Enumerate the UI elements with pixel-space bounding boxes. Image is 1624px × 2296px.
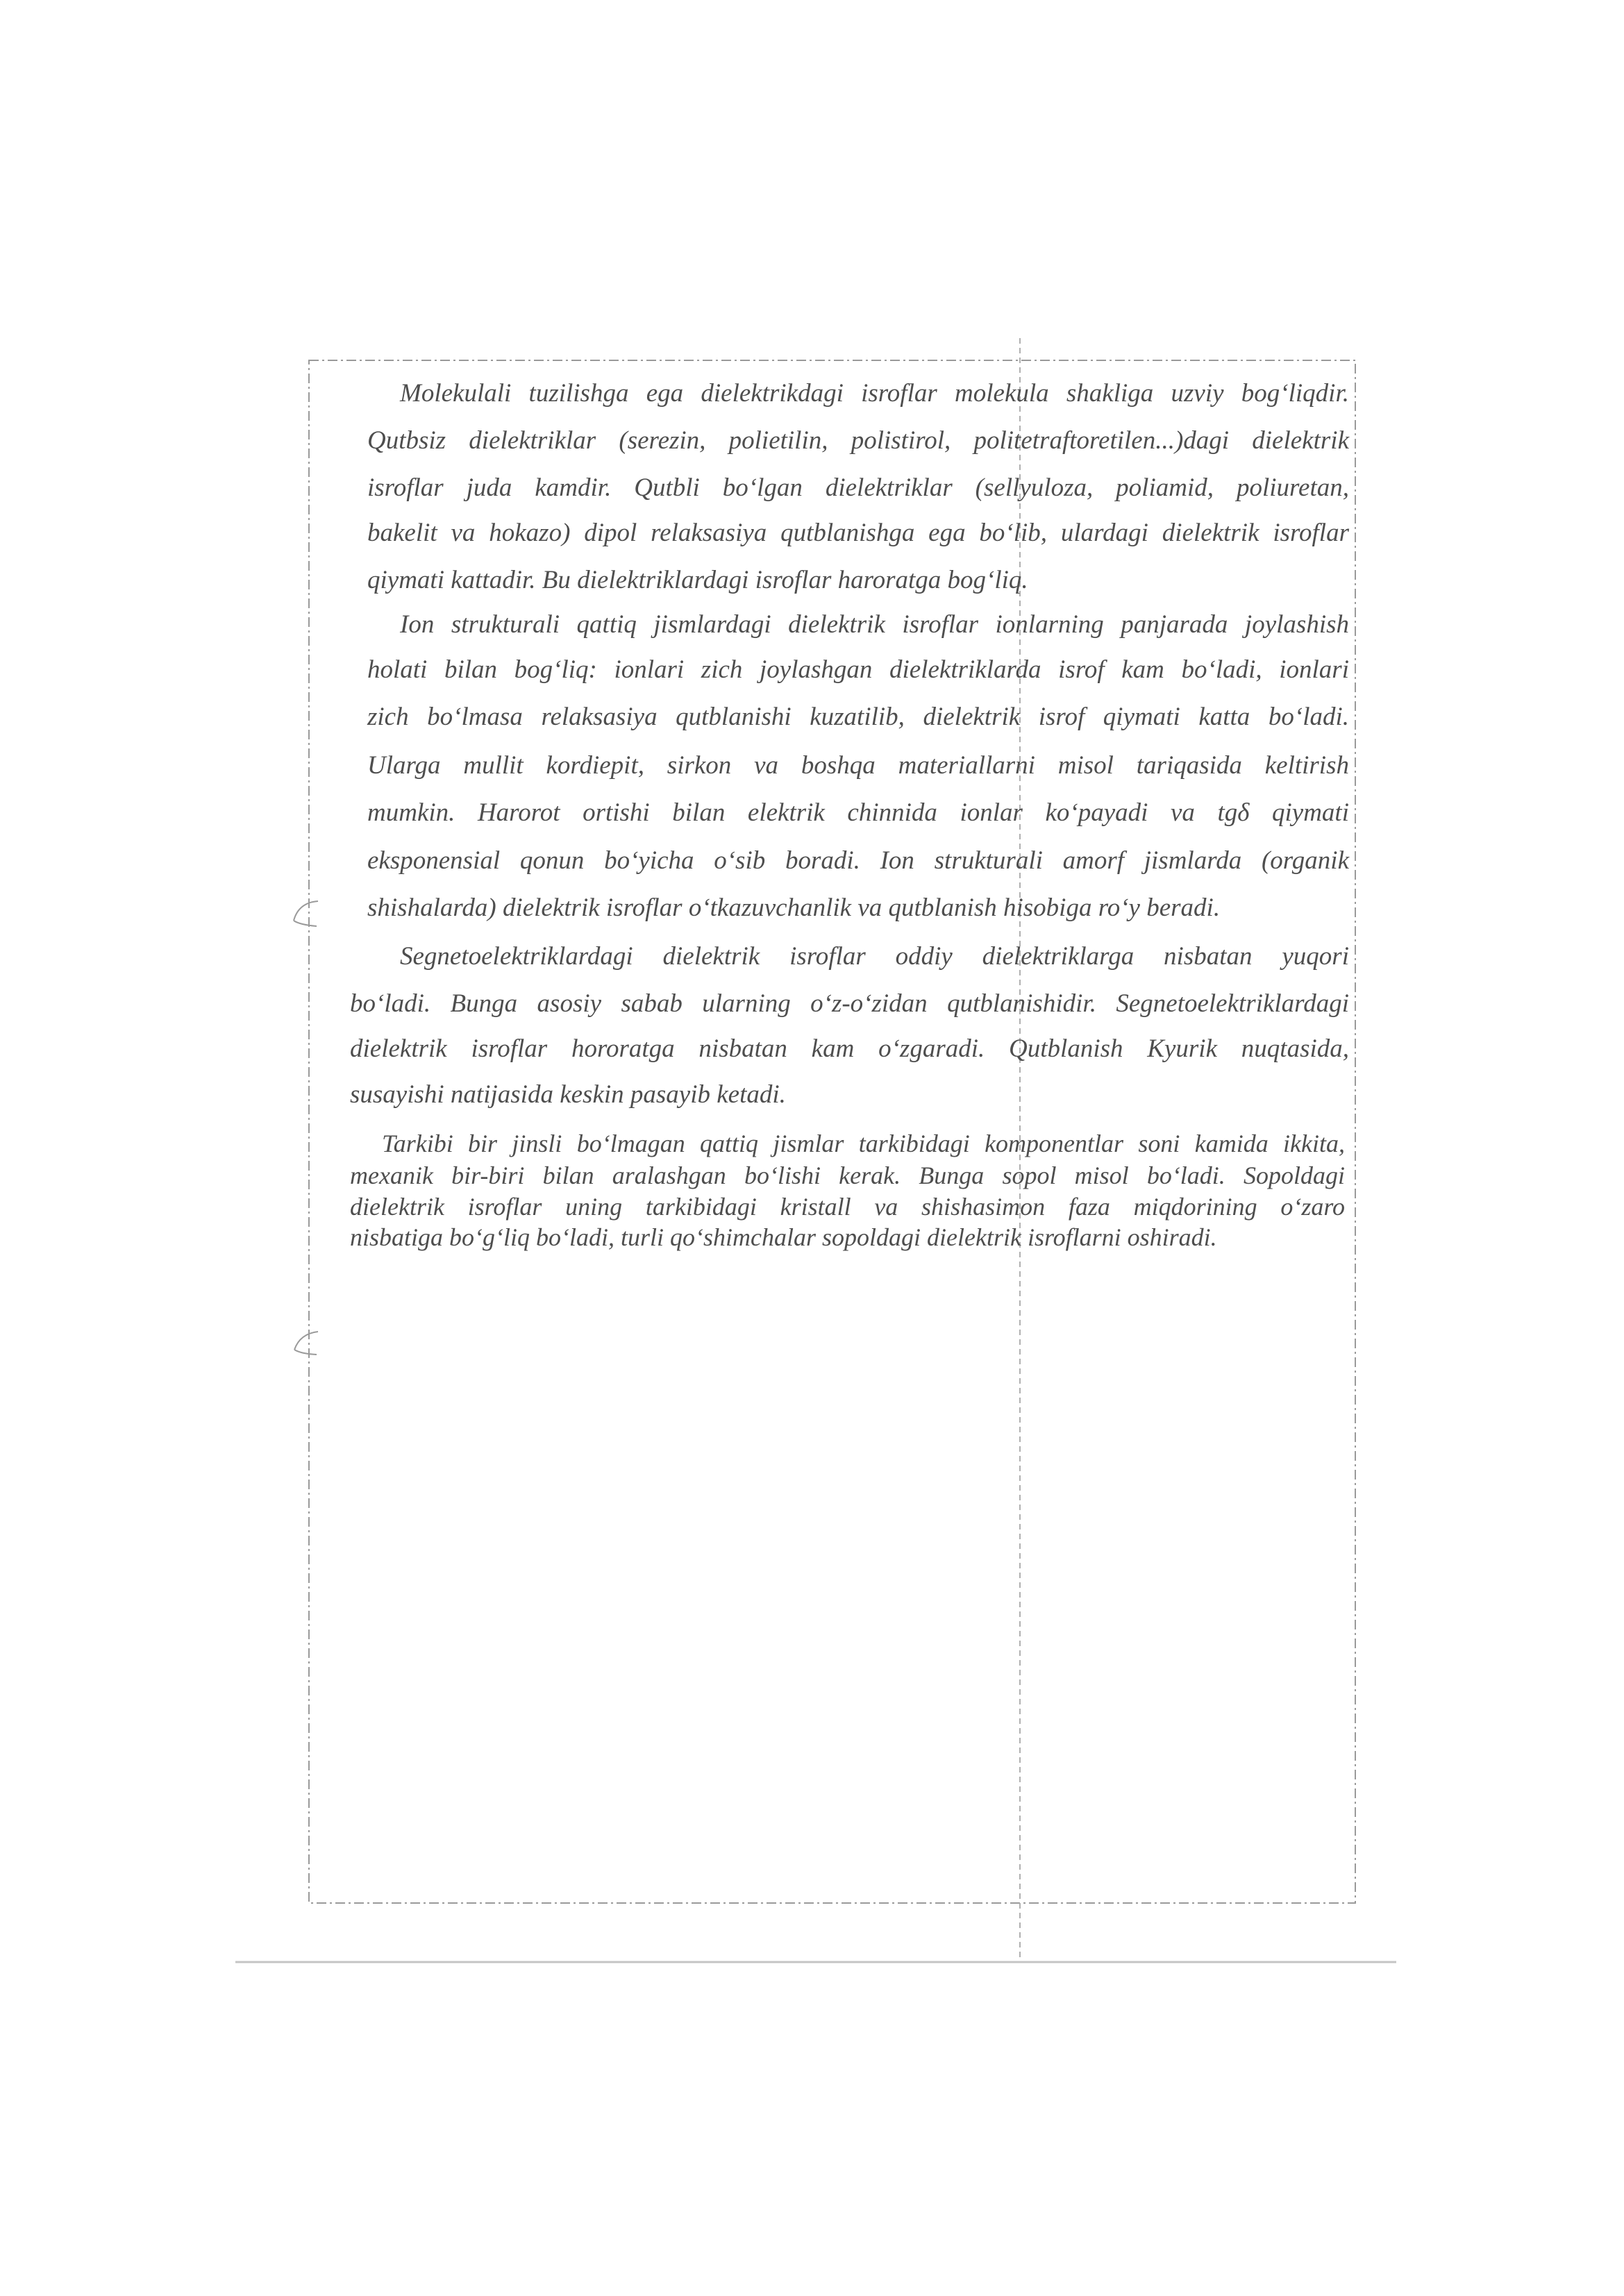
text-line: qiymati kattadir. Bu dielektriklardagi isroflar haroratga bog‘liq. — [367, 566, 1028, 594]
text-line: holati bilan bog‘liq: ionlari zich joylashgan dielektriklarda isrof kam bo‘ladi, ionlari — [367, 655, 1349, 684]
text-line: Qutbsiz dielektriklar (serezin, polietilin, polistirol, politetraftoretilen...)dagi dielektrik — [367, 426, 1349, 455]
text-line: Tarkibi bir jinsli bo‘lmagan qattiq jismlar tarkibidagi komponentlar soni kamida ikkita, — [382, 1130, 1345, 1157]
hole-punch-mark — [294, 901, 318, 926]
text-line: mumkin. Harorot ortishi bilan elektrik chinnida ionlar ko‘payadi va tgδ qiymati — [367, 798, 1349, 827]
text-line: nisbatiga bo‘g‘liq bo‘ladi, turli qo‘shimchalar sopoldagi dielektrik isroflarni oshiradi. — [350, 1223, 1217, 1251]
text-line: susayishi natijasida keskin pasayib ketadi. — [350, 1080, 786, 1109]
text-line: dielektrik isroflar hororatga nisbatan kam o‘zgaradi. Qutblanish Kyurik nuqtasida, — [350, 1034, 1349, 1063]
text-line: bakelit va hokazo) dipol relaksasiya qutblanishga ega bo‘lib, ulardagi dielektrik isroflar — [367, 519, 1349, 547]
text-line: shishalarda) dielektrik isroflar o‘tkazuvchanlik va qutblanish hisobiga ro‘y beradi. — [367, 894, 1221, 922]
text-line: zich bo‘lmasa relaksasiya qutblanishi kuzatilib, dielektrik isrof qiymati katta bo‘ladi. — [367, 703, 1349, 731]
text-line: eksponensial qonun bo‘yicha o‘sib boradi. Ion strukturali amorf jismlarda (organik — [367, 846, 1349, 875]
text-line: mexanik bir-biri bilan aralashgan bo‘lishi kerak. Bunga sopol misol bo‘ladi. Sopoldagi — [350, 1162, 1345, 1189]
text-line: Segnetoelektriklardagi dielektrik isroflar oddiy dielektriklarga nisbatan yuqori — [400, 942, 1349, 971]
text-line: Molekulali tuzilishga ega dielektrikdagi isroflar molekula shakliga uzviy bog‘liqdir. — [400, 379, 1349, 408]
hole-punch-mark — [294, 1332, 318, 1355]
text-line: isroflar juda kamdir. Qutbli bo‘lgan dielektriklar (sellyuloza, poliamid, poliuretan, — [367, 474, 1349, 502]
text-line: bo‘ladi. Bunga asosiy sabab ularning o‘z-o‘zidan qutblanishidir. Segnetoelektriklardagi — [350, 989, 1349, 1018]
text-line: Ularga mullit kordiepit, sirkon va boshqa materiallarni misol tariqasida keltirish — [367, 751, 1349, 780]
text-line: dielektrik isroflar uning tarkibidagi kristall va shishasimon faza miqdorining o‘zaro — [350, 1193, 1345, 1221]
text-line: Ion strukturali qattiq jismlardagi dielektrik isroflar ionlarning panjarada joylashish — [400, 610, 1349, 639]
